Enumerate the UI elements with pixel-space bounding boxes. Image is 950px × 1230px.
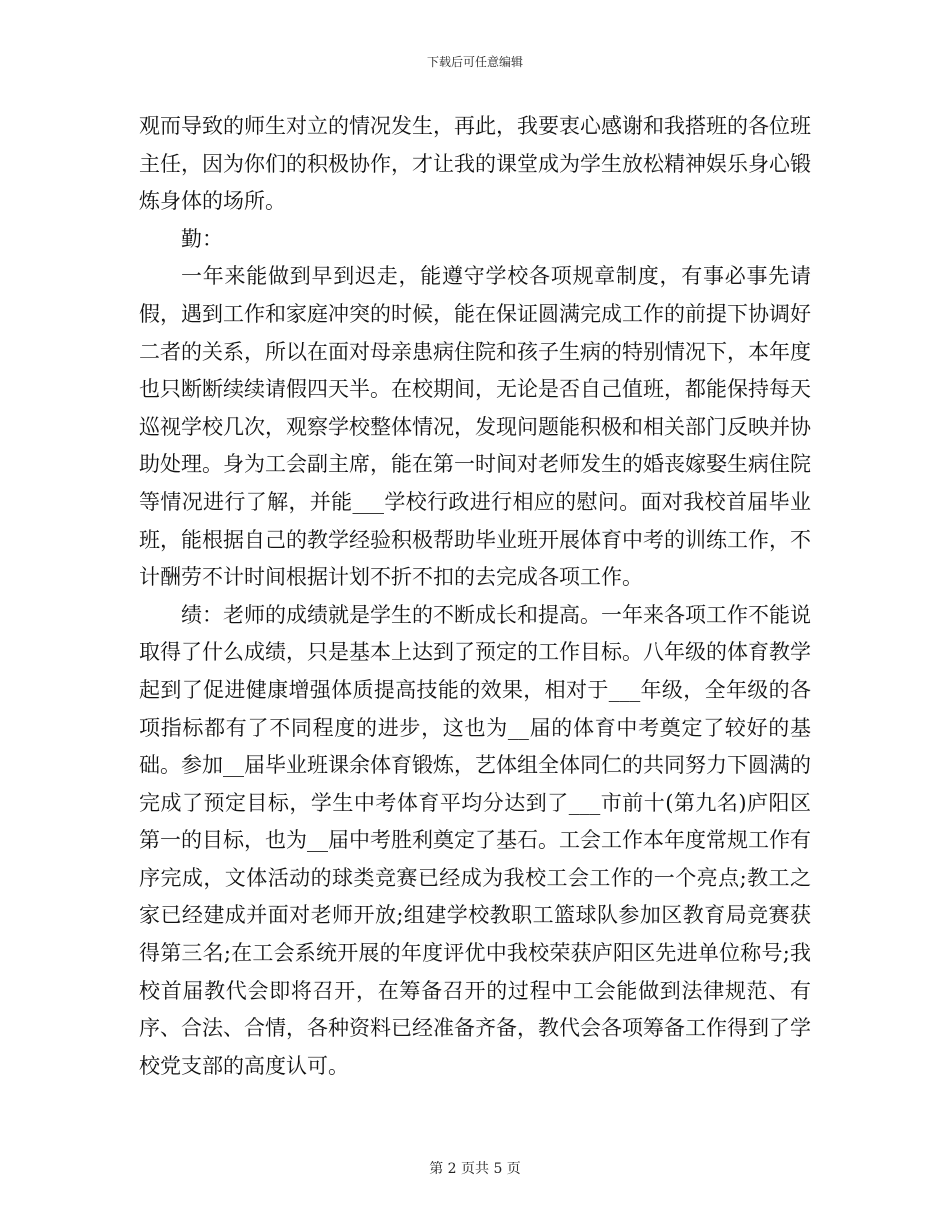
document-body <box>139 108 811 1085</box>
paragraph-achievements: 绩：老师的成绩就是学生的不断成长和提高。一年来各项工作不能说取得了什么成绩，只是基本上达到了预定的工作目标。八年级的体育教学起到了促进健康增强体质提高技能的效果，相对于___年级，全年级的各项指标都有了不同程度的进步，这也为__届的体育中考奠定了较好的基础。参加__届毕业班课余体育锻炼，艺体组全体同仁的共同努力下圆满的完成了预定目标，学生中考体育平均分达到了___市前十(第九名)庐阳区第一的目标，也为__届中考胜利奠定了基石。工会工作本年度常规工作有序完成，文体活动的球类竞赛已经成为我校工会工作的一个亮点;教工之家已经建成并面对老师开放;组建学校教职工篮球队参加区教育局竞赛获得第三名;在工会系统开展的年度评优中我校荣获庐阳区先进单位称号;我校首届教代会即将召开，在筹备召开的过程中工会能做到法律规范、有序、合法、合情，各种资料已经准备齐备，教代会各项筹备工作得到了学校党支部的高度认可。 <box>139 602 811 1078</box>
paragraph-diligence: 一年来能做到早到迟走，能遵守学校各项规章制度，有事必事先请假，遇到工作和家庭冲突的时候，能在保证圆满完成工作的前提下协调好二者的关系，所以在面对母亲患病住院和孩子生病的特别情况下，本年度也只断断续续请假四天半。在校期间，无论是否自己值班，都能保持每天巡视学校几次，观察学校整体情况，发现问题能积极和相关部门反映并协助处理。身为工会副主席，能在第一时间对老师发生的婚丧嫁娶生病住院等情况进行了解，并能___学校行政进行相应的慰问。面对我校首届毕业班，能根据自己的教学经验积极帮助毕业班开展体育中考的训练工作，不计酬劳不计时间根据计划不折不扣的去完成各项工作。 <box>139 264 811 590</box>
section-heading-diligence: 勤： <box>181 226 223 251</box>
page-header-note: 下载后可任意编辑 <box>426 55 523 69</box>
paragraph-continuation: 观而导致的师生对立的情况发生，再此，我要衷心感谢和我搭班的各位班主任，因为你们的积极协作，才让我的课堂成为学生放松精神娱乐身心锻炼身体的场所。 <box>139 114 811 214</box>
page-number: 第 2 页共 5 页 <box>429 1161 521 1177</box>
